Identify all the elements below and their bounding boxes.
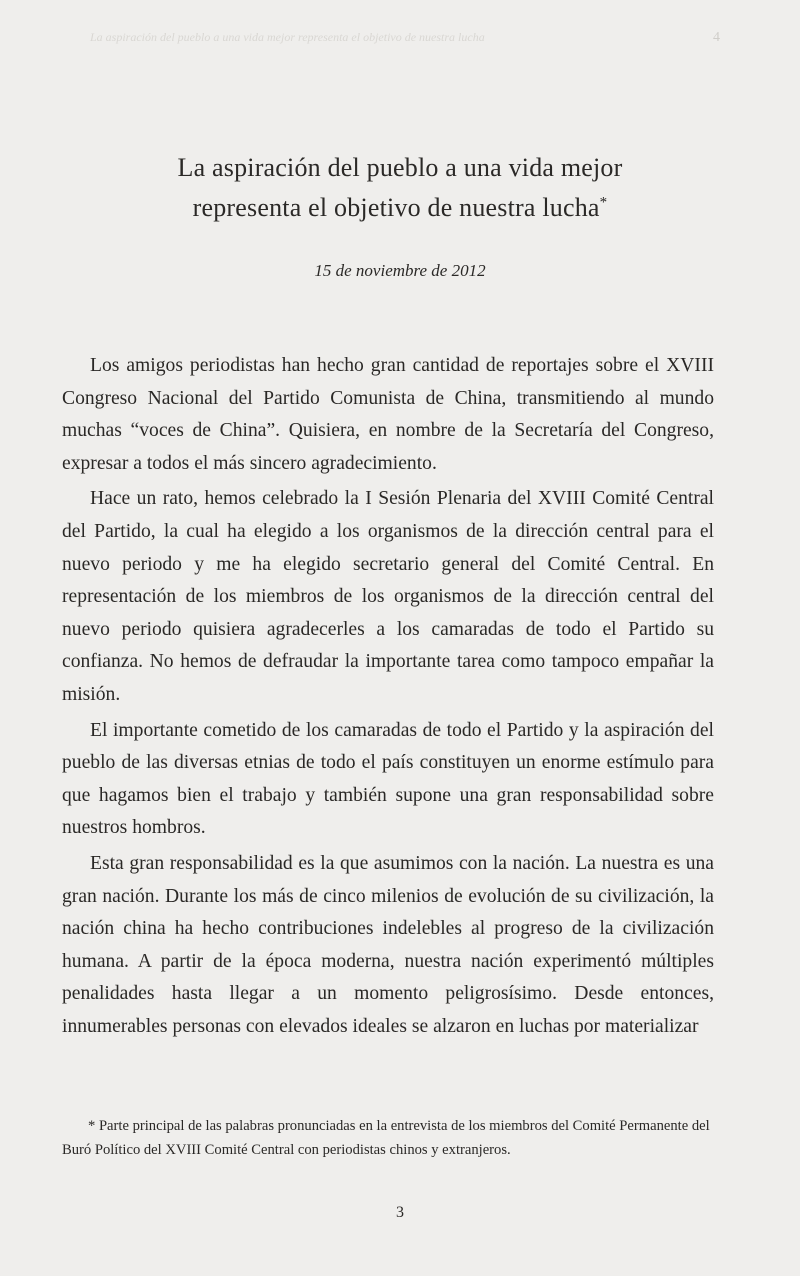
- chapter-title-line-2-text: representa el objetivo de nuestra lucha: [192, 193, 600, 222]
- footnote-mark: *: [599, 194, 608, 211]
- page-number: 3: [396, 1204, 404, 1221]
- running-header: La aspiración del pueblo a una vida mejor representa el objetivo de nuestra lucha: [90, 30, 485, 44]
- chapter-date: 15 de noviembre de 2012: [314, 261, 486, 280]
- paragraph: El importante cometido de los camaradas de todo el Partido y la aspiración del pueblo de las diversas etnias de todo el país constituyen un enorme estímulo para que hagamos bien el trabajo y también supone una gran responsabilidad sobre nuestros hombros.: [62, 719, 714, 839]
- running-header-mark: 4: [713, 30, 720, 45]
- paragraph: Los amigos periodistas han hecho gran cantidad de reportajes sobre el XVIII Congreso Nacional del Partido Comunista de China, transmitiendo al mundo muchas “voces de China”. Quisiera, en nombre de la Secretaría del Congreso, expresar a todos el más sincero agradecimiento.: [62, 355, 714, 474]
- chapter-title-line-2: [0, 188, 800, 228]
- body-text: [62, 350, 714, 1043]
- paragraph: Hace un rato, hemos celebrado la I Sesión Plenaria del XVIII Comité Central del Partido, la cual ha elegido a los organismos de la dirección central para el nuevo periodo y me ha elegido secretario general del Comité Central. En representación de los miembros de los organismos de la dirección central del nuevo periodo quisiera agradecerles a los camaradas de todo el Partido su confianza. No hemos de defraudar la importante tarea como tampoco empañar la misión.: [62, 488, 714, 705]
- chapter-title: [0, 148, 800, 228]
- paragraph: Esta gran responsabilidad es la que asumimos con la nación. La nuestra es una gran nación. Durante los más de cinco milenios de evolución de su civilización, la nación china ha hecho contribuciones indelebles al progreso de la civilización humana. A partir de la época moderna, nuestra nación experimentó múltiples penalidades hasta llegar a un momento peligrosísimo. Desde entonces, innumerables personas con elevados ideales se alzaron en luchas por materializar: [62, 852, 714, 1037]
- footnote: * Parte principal de las palabras pronunciadas en la entrevista de los miembros del Comité Permanente del Buró Político del XVIII Comité Central con periodistas chinos y extranjeros.: [62, 1118, 710, 1158]
- chapter-title-line-1: La aspiración del pueblo a una vida mejor: [177, 153, 623, 182]
